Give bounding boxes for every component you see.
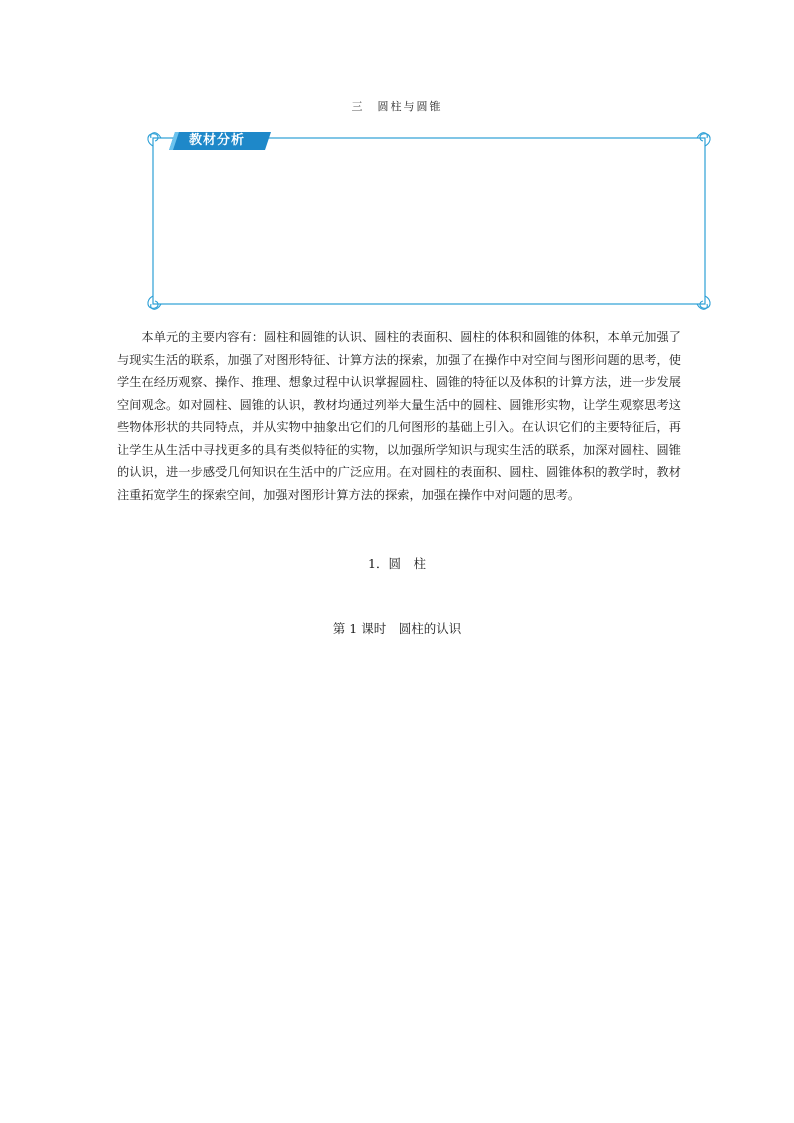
corner-ornament-bottom-right-icon <box>697 296 710 309</box>
section-title: 1．圆 柱 <box>368 556 426 571</box>
frame-border <box>149 132 709 308</box>
lesson-title: 第 1 课时 圆柱的认识 <box>332 621 462 636</box>
frame-tab-label: 教材分析 <box>189 133 246 148</box>
analysis-frame <box>149 132 709 308</box>
corner-ornament-top-left-icon <box>148 133 161 146</box>
corner-ornament-top-right-icon <box>697 133 710 146</box>
chapter-header: 三 圆柱与圆锥 <box>351 100 443 113</box>
body-paragraph: 本单元的主要内容有：圆柱和圆锥的认识、圆柱的表面积、圆柱的体积和圆锥的体积，本单元加强了与现实生活的联系，加强了对图形特征、计算方法的探索，加强了在操作中对空间与图形问题的思考，使学生在经历观察、操作、推理、想象过程中认识掌握圆柱、圆锥的特征以及体积的计算方法，进一步发展空间观念。如对圆柱、圆锥的认识，教材均通过列举大量生活中的圆柱、圆锥形实物，让学生观察思考这些物体形状的共同特点，并从实物中抽象出它们的几何图形的基础上引入。在认识它们的主要特征后，再让学生从生活中寻找更多的具有类似特征的实物，以加强所学知识与现实生活的联系，加深对圆柱、圆锥的认识，进一步感受几何知识在生活中的广泛应用。在对圆柱的表面积、圆柱、圆锥体积的教学时，教材注重拓宽学生的探索空间，加强对图形计算方法的探索，加强在操作中对问题的思考。 <box>117 330 681 502</box>
corner-ornament-bottom-left-icon <box>148 296 161 309</box>
